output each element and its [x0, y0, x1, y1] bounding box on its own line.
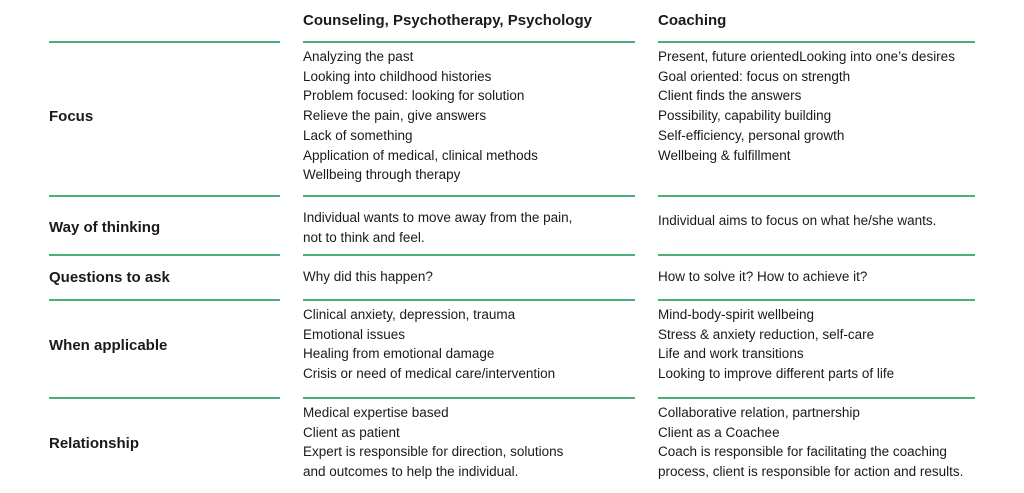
row-label-way-of-thinking: Way of thinking: [49, 219, 161, 236]
row-divider: [49, 254, 280, 256]
cell-line: Application of medical, clinical methods: [303, 147, 538, 163]
cell-line: Wellbeing & fulfillment: [658, 147, 791, 163]
cell-line: Collaborative relation, partnership: [658, 405, 860, 420]
row-divider: [658, 397, 975, 399]
row-divider: [303, 254, 635, 256]
cell-line: Client as patient: [303, 424, 400, 440]
row-divider: [303, 397, 635, 399]
column-header-coaching: Coaching: [658, 12, 727, 29]
cell-line: Expert is responsible for direction, solutions: [303, 444, 564, 460]
cell-line: Looking into childhood histories: [303, 68, 492, 84]
cell-line: Possibility, capability building: [658, 108, 832, 124]
cell-line: Client finds the answers: [658, 88, 802, 104]
row-divider: [49, 397, 280, 399]
focus-coaching-cell: [658, 47, 955, 165]
cell-line: Healing from emotional damage: [303, 346, 495, 362]
cell-line: Mind-body-spirit wellbeing: [658, 307, 815, 322]
row-divider: [658, 254, 975, 256]
cell-line: Individual wants to move away from the pain,: [303, 210, 573, 225]
cell-line: Lack of something: [303, 127, 413, 143]
cell-line: Why did this happen?: [303, 269, 433, 284]
when-applicable-coaching-cell: [658, 305, 894, 384]
cell-line: Analyzing the past: [303, 49, 414, 64]
cell-line: Medical expertise based: [303, 405, 449, 420]
cell-line: Relieve the pain, give answers: [303, 108, 487, 124]
questions-coaching-cell: [658, 267, 867, 287]
row-label-relationship: Relationship: [49, 435, 140, 452]
cell-line: Wellbeing through therapy: [303, 167, 461, 183]
row-divider: [303, 195, 635, 197]
cell-line: Coach is responsible for facilitating the coaching: [658, 444, 947, 460]
cell-line: Life and work transitions: [658, 346, 804, 362]
row-divider: [658, 41, 975, 43]
cell-line: not to think and feel.: [303, 229, 425, 245]
row-divider: [658, 299, 975, 301]
way-of-thinking-coaching-cell: [658, 211, 936, 231]
row-divider: [49, 195, 280, 197]
cell-line: process, client is responsible for action and results.: [658, 464, 964, 480]
cell-line: How to solve it? How to achieve it?: [658, 269, 868, 284]
row-label-focus: Focus: [49, 108, 94, 125]
cell-line: Stress & anxiety reduction, self-care: [658, 326, 875, 342]
row-divider: [658, 195, 975, 197]
when-applicable-counseling-cell: [303, 305, 555, 384]
relationship-counseling-cell: [303, 403, 563, 482]
row-label-questions-to-ask: Questions to ask: [49, 269, 170, 286]
cell-line: Goal oriented: focus on strength: [658, 68, 851, 84]
questions-counseling-cell: [303, 267, 433, 287]
row-divider: [49, 299, 280, 301]
relationship-coaching-cell: [658, 403, 963, 482]
cell-line: Present, future orientedLooking into one’s desires: [658, 49, 955, 64]
cell-line: Individual aims to focus on what he/she wants.: [658, 213, 937, 228]
row-divider: [303, 299, 635, 301]
row-label-when-applicable: When applicable: [49, 337, 168, 354]
cell-line: Self-efficiency, personal growth: [658, 127, 845, 143]
cell-line: Crisis or need of medical care/intervention: [303, 366, 556, 382]
cell-line: Client as a Coachee: [658, 424, 780, 440]
cell-line: Emotional issues: [303, 326, 406, 342]
focus-counseling-cell: [303, 47, 538, 185]
row-divider: [303, 41, 635, 43]
cell-line: Looking to improve different parts of life: [658, 366, 895, 382]
cell-line: Problem focused: looking for solution: [303, 88, 525, 104]
column-header-counseling: Counseling, Psychotherapy, Psychology: [303, 12, 592, 29]
cell-line: and outcomes to help the individual.: [303, 464, 519, 480]
row-divider: [49, 41, 280, 43]
cell-line: Clinical anxiety, depression, trauma: [303, 307, 516, 322]
way-of-thinking-counseling-cell: [303, 208, 572, 247]
